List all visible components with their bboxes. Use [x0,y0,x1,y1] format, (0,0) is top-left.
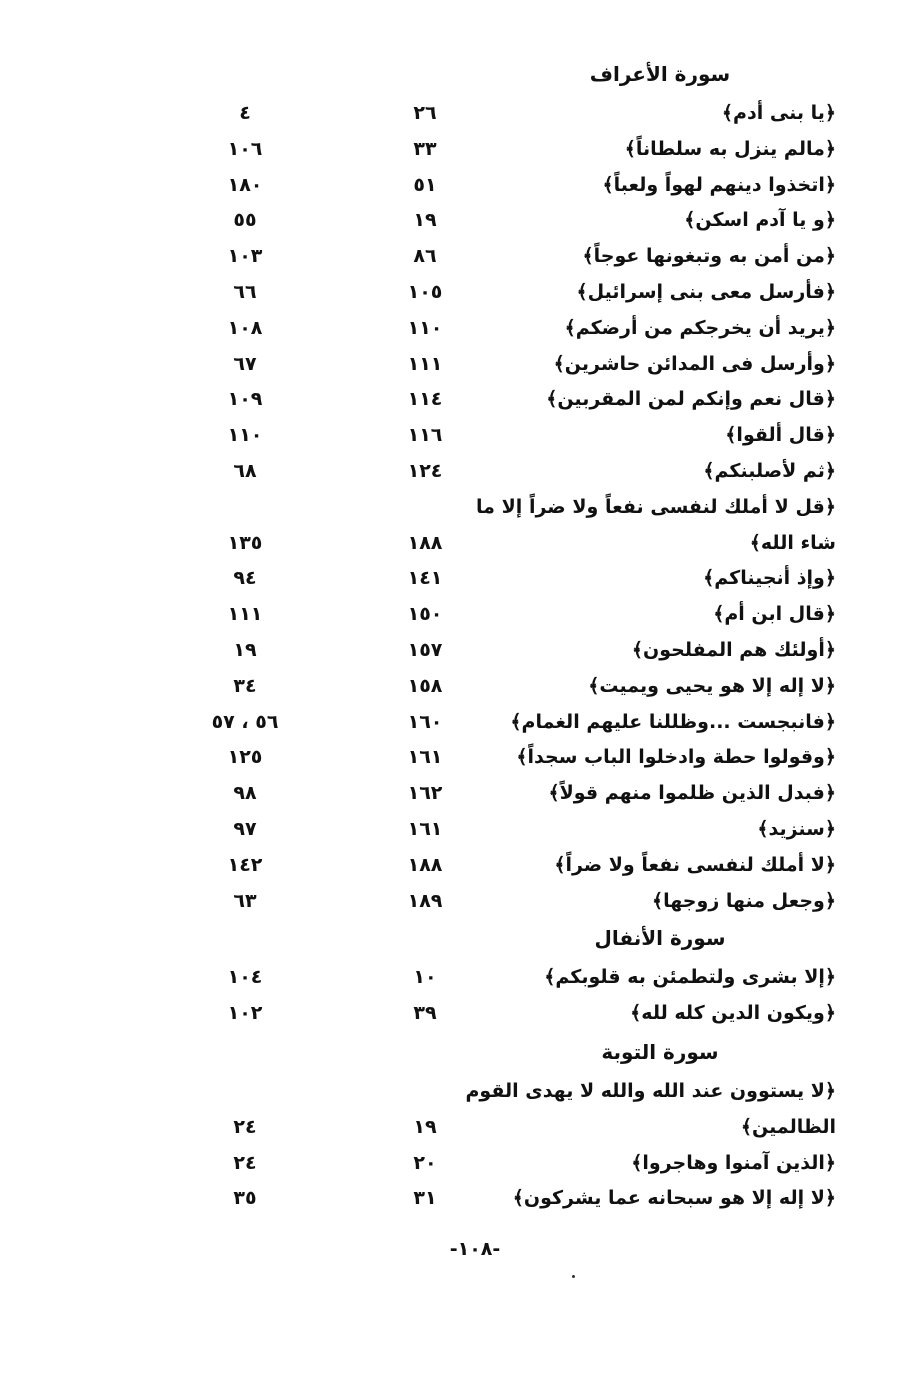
verse-text: ﴿فانبجست ...وظللنا عليهم الغمام﴾ [510,711,836,733]
page-reference: ٩٨ [233,782,257,804]
page-reference: ١٠٣ [227,245,263,267]
ayah-number: ١٠ [413,966,437,988]
page-reference: ١٨٠ [227,174,263,196]
page-reference: ٤ [239,102,251,124]
page-reference: ٦٦ [233,281,257,303]
page-reference: ٢٤ [233,1152,257,1174]
ayah-number: ١٩ [413,209,437,231]
ayah-number: ٣١ [413,1187,437,1209]
verse-text: ﴿قال ألقوا﴾ [725,424,836,446]
ayah-number: ١٨٨ [407,854,443,876]
page-reference: ٣٤ [233,675,257,697]
page-reference: ١٠٢ [227,1002,263,1024]
page-reference: ١٠٨ [227,317,263,339]
verse-text: ﴿لا يستوون عند الله والله لا يهدى القوم [465,1080,836,1102]
page-reference: ٦٨ [233,460,257,482]
ayah-number: ٣٣ [413,138,437,160]
ayah-number: ١٥٧ [407,639,443,661]
verse-text: ﴿يا بنى أدم﴾ [721,102,836,124]
ayah-number: ١٨٨ [407,532,443,554]
page-reference: ١١١ [227,603,263,625]
page-reference: ١٠٤ [227,966,263,988]
page-reference: ١٤٢ [227,854,263,876]
ayah-number: ١٩ [413,1116,437,1138]
page-reference: ٣٥ [233,1187,257,1209]
ayah-number: ١١٤ [407,388,443,410]
page-number: -١٠٨- [449,1238,501,1260]
ayah-number: ٨٦ [413,245,437,267]
ayah-number: ٢٠ [413,1152,437,1174]
verse-text: ﴿ويكون الدين كله لله﴾ [630,1002,836,1024]
ayah-number: ١١٦ [407,424,443,446]
page-reference: ٩٤ [233,567,257,589]
page-reference: ١٩ [233,639,257,661]
ayah-number: ١٦٠ [407,711,443,733]
verse-text: ﴿فأرسل معى بنى إسرائيل﴾ [576,281,836,303]
ayah-number: ١٨٩ [407,890,443,912]
ayah-number: ١٢٤ [407,460,443,482]
page-reference: ١٠٩ [227,388,263,410]
verse-text: ﴿لا إله إلا هو سبحانه عما يشركون﴾ [512,1187,836,1209]
surah-heading: سورة الأعراف [589,62,731,86]
verse-text: ﴿من أمن به وتبغونها عوجاً﴾ [582,245,836,267]
verse-text: ﴿فبدل الذين ظلموا منهم قولاً﴾ [548,782,836,804]
page-reference: ٩٧ [233,818,257,840]
page-reference: ١٠٦ [227,138,263,160]
ayah-number: ١٦٢ [407,782,443,804]
ayah-number: ١٤١ [407,567,443,589]
page-reference: ١٢٥ [227,746,263,768]
verse-text: ﴿قال ابن أم﴾ [713,603,836,625]
verse-text: ﴿لا إله إلا هو يحيى ويميت﴾ [588,675,836,697]
verse-text: ﴿ثم لأصلبنكم﴾ [703,460,836,482]
verse-text: ﴿لا أملك لنفسى نفعاً ولا ضراً﴾ [554,854,836,876]
verse-text: ﴿قال نعم وإنكم لمن المقربين﴾ [546,388,836,410]
page-reference: ٦٣ [233,890,257,912]
verse-text: ﴿وإذ أنجيناكم﴾ [703,567,836,589]
verse-text: ﴿إلا بشرى ولتطمئن به قلوبكم﴾ [544,966,836,988]
ayah-number: ١١١ [407,353,443,375]
page-reference: ٦٧ [233,353,257,375]
ayah-number: ٢٦ [413,102,437,124]
verse-text: ﴿أولئك هم المفلحون﴾ [631,639,836,661]
verse-text: ﴿مالم ينزل به سلطاناً﴾ [624,138,836,160]
verse-text: الظالمين﴾ [740,1116,836,1138]
ayah-number: ١٦١ [407,818,443,840]
verse-text: ﴿الذين آمنوا وهاجروا﴾ [631,1152,836,1174]
ayah-number: ٣٩ [413,1002,437,1024]
ayah-number: ٥١ [413,174,437,196]
ayah-number: ١٥٠ [407,603,443,625]
speck [572,1275,575,1278]
page-reference: ٥٥ [233,209,257,231]
verse-text: ﴿سنزيد﴾ [757,818,836,840]
ayah-number: ١٥٨ [407,675,443,697]
surah-heading: سورة الأنفال [594,926,726,950]
page-reference: ١١٠ [227,424,263,446]
verse-text: ﴿وأرسل فى المدائن حاشرين﴾ [553,353,836,375]
surah-heading: سورة التوبة [601,1040,719,1064]
verse-text: ﴿و يا آدم اسكن﴾ [684,209,836,231]
verse-text: ﴿يريد أن يخرجكم من أرضكم﴾ [564,317,836,339]
verse-text: شاء الله﴾ [749,532,836,554]
ayah-number: ١٠٥ [407,281,443,303]
verse-text: ﴿قل لا أملك لنفسى نفعاً ولا ضراً إلا ما [476,496,836,518]
verse-text: ﴿وقولوا حطة وادخلوا الباب سجداً﴾ [516,746,836,768]
ayah-number: ١٦١ [407,746,443,768]
page-reference: ٥٦ ، ٥٧ [211,711,279,733]
verse-text: ﴿وجعل منها زوجها﴾ [652,890,836,912]
ayah-number: ١١٠ [407,317,443,339]
page-reference: ٢٤ [233,1116,257,1138]
verse-text: ﴿اتخذوا دينهم لهواً ولعباً﴾ [602,174,836,196]
page-reference: ١٣٥ [227,532,263,554]
